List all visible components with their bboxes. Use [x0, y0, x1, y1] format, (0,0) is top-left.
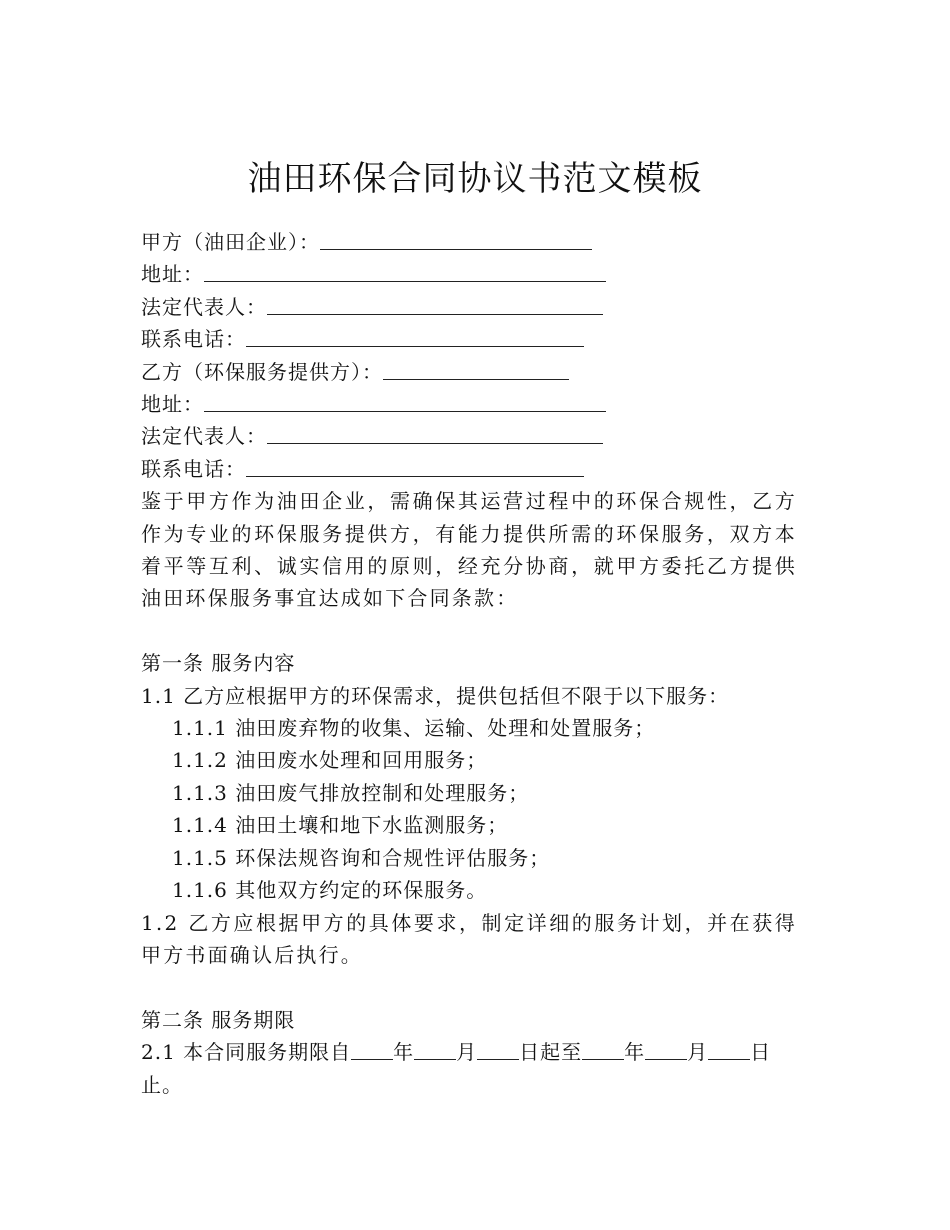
- party-b-phone-line: [141, 453, 797, 485]
- article2-heading: 第二条 服务期限: [141, 1007, 296, 1032]
- party-b-phone-blank: [246, 456, 584, 477]
- party-b-address-label: 地址：: [141, 392, 204, 417]
- party-b-representative-blank: [267, 423, 603, 444]
- article1-heading: 第一条 服务内容: [141, 651, 296, 676]
- party-a-blank: [320, 229, 592, 250]
- document-body: [141, 226, 797, 1101]
- clause-1-1: 1.1 乙方应根据甲方的环保需求，提供包括但不限于以下服务：: [141, 683, 730, 708]
- start-year-blank: [351, 1039, 393, 1060]
- end-month-label: 月: [687, 1040, 709, 1065]
- party-a-address-line: [141, 258, 797, 290]
- end-year-label: 年: [624, 1040, 646, 1065]
- party-a-phone-line: [141, 323, 797, 355]
- party-a-phone-label: 联系电话：: [141, 327, 246, 352]
- start-month-label: 月: [456, 1040, 478, 1065]
- party-b-address-blank: [204, 391, 606, 412]
- party-b-line: [141, 356, 797, 388]
- end-day-label: 日: [750, 1040, 772, 1065]
- document-title: 油田环保合同协议书范文模板: [247, 158, 703, 199]
- clause-item: 1.1.6 其他双方约定的环保服务。: [172, 878, 488, 903]
- party-a-line: [141, 226, 797, 258]
- clause-2-1-prefix: 2.1 本合同服务期限自: [141, 1040, 352, 1065]
- clause-1-2: 1.2 乙方应根据甲方的具体要求，制定详细的服务计划，并在获得甲方书面确认后执行。: [141, 910, 797, 967]
- spacer: [141, 971, 797, 1003]
- clause-item: 1.1.1 油田废弃物的收集、运输、处理和处置服务；: [172, 716, 656, 741]
- party-a-phone-blank: [246, 326, 584, 347]
- spacer: [141, 615, 797, 647]
- clause-item: 1.1.4 油田土壤和地下水监测服务；: [172, 813, 509, 838]
- party-a-address-label: 地址：: [141, 262, 204, 287]
- party-b-representative-line: [141, 420, 797, 452]
- party-a-representative-label: 法定代表人：: [141, 294, 267, 319]
- start-day-label: 日起至: [519, 1040, 583, 1065]
- party-b-phone-label: 联系电话：: [141, 456, 246, 481]
- party-b-blank: [383, 359, 569, 380]
- party-a-representative-line: [141, 291, 797, 323]
- end-month-blank: [645, 1039, 687, 1060]
- start-day-blank: [477, 1039, 519, 1060]
- party-a-label: 甲方（油田企业）：: [141, 230, 320, 254]
- party-b-representative-label: 法定代表人：: [141, 424, 267, 449]
- clause-2-1: [141, 1036, 797, 1068]
- clause-item: 1.1.2 油田废水处理和回用服务；: [172, 748, 488, 773]
- preamble-paragraph: 鉴于甲方作为油田企业，需确保其运营过程中的环保合规性，乙方作为专业的环保服务提供方，有能力提供所需的环保服务，双方本着平等互利、诚实信用的原则，经充分协商，就甲方委托乙方提供油田环保服务事宜达成如下合同条款：: [141, 489, 797, 611]
- start-month-blank: [414, 1039, 456, 1060]
- party-a-address-blank: [204, 261, 606, 282]
- start-year-label: 年: [393, 1040, 415, 1065]
- party-b-address-line: [141, 388, 797, 420]
- clause-item: 1.1.5 环保法规咨询和合规性评估服务；: [172, 845, 551, 870]
- clause-2-1-ending: 止。: [141, 1072, 183, 1097]
- party-b-label: 乙方（环保服务提供方）：: [141, 359, 383, 384]
- clause-item: 1.1.3 油田废气排放控制和处理服务；: [172, 780, 530, 805]
- end-day-blank: [708, 1039, 750, 1060]
- party-a-representative-blank: [267, 294, 603, 315]
- end-year-blank: [582, 1039, 624, 1060]
